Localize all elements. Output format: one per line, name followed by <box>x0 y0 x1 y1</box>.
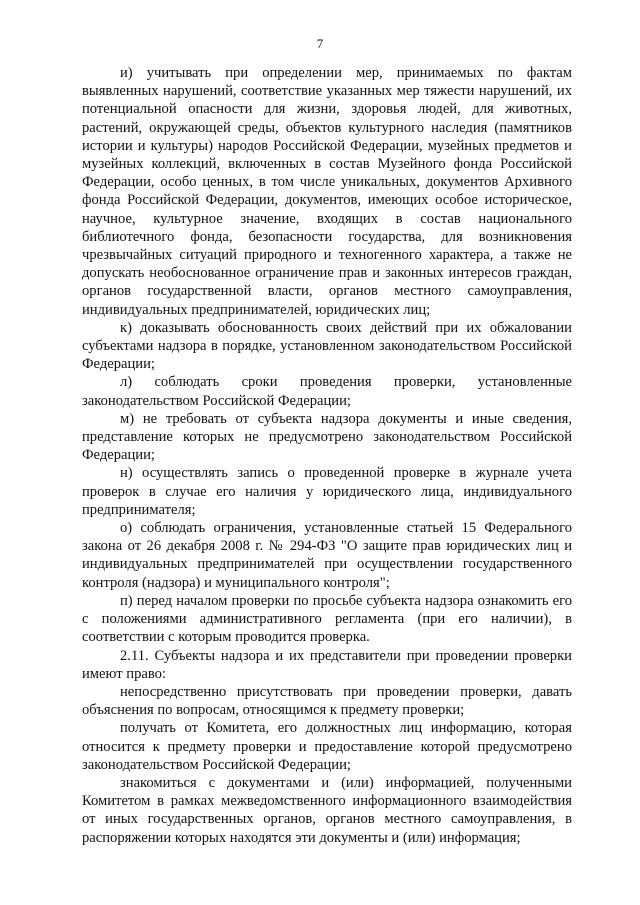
paragraph-item-m: м) не требовать от субъекта надзора документы и иные сведения, представление которых не предусмотрено законодательством Российской Федерации; <box>82 410 572 464</box>
paragraph-item-i: и) учитывать при определении мер, принимаемых по фактам выявленных нарушений, соответствие указанных мер тяжести нарушений, их потенциальной опасности для жизни, здоровья людей, для животных, растений, окружающей среды, объектов культурного наследия (памятников истории и культуры) народов Российской Федерации, музейных предметов и музейных коллекций, включенных в состав Музейного фонда Российской Федерации, особо ценных, в том числе уникальных, документов Архивного фонда Российской Федерации, документов, имеющих особое историческое, научное, культурное значение, входящих в состав национального библиотечного фонда, безопасности государства, для возникновения чрезвычайных ситуаций природного и техногенного характера, а также не допускать необоснованное ограничение прав и законных интересов граждан, органов государственной власти, органов местного самоуправления, индивидуальных предпринимателей, юридических лиц; <box>82 65 572 318</box>
paragraph-section-2-11: 2.11. Субъекты надзора и их представители при проведении проверки имеют право: <box>82 647 572 682</box>
paragraph-item-n: н) осуществлять запись о проведенной проверке в журнале учета проверок в случае его наличия у юридического лица, индивидуального предпринимателя; <box>82 465 572 518</box>
paragraph-right-presence: непосредственно присутствовать при проведении проверки, давать объяснения по вопросам, относящимся к предмету проверки; <box>82 683 572 719</box>
page-number: 7 <box>316 36 324 51</box>
paragraph-right-documents: знакомиться с документами и (или) информацией, полученными Комитетом в рамках межведомственного информационного взаимодействия от иных государственных органов, органов местного самоуправления, в распоряжении которых находятся эти документы и (или) информация; <box>82 774 572 846</box>
paragraph-item-p: п) перед началом проверки по просьбе субъекта надзора ознакомить его с положениями административного регламента (при его наличии), в соответствии с которым проводится проверка. <box>82 592 572 646</box>
paragraph-item-k: к) доказывать обоснованность своих действий при их обжаловании субъектами надзора в порядке, установленном законодательством Российской Федерации; <box>82 319 572 373</box>
paragraph-item-o: о) соблюдать ограничения, установленные статьей 15 Федерального закона от 26 декабря 2008 г. № 294-ФЗ "О защите прав юридических лиц и индивидуальных предпринимателей при осуществлении государственного контроля (надзора) и муниципального контроля"; <box>82 520 572 591</box>
paragraph-item-l: л) соблюдать сроки проведения проверки, установленные законодательством Российской Федерации; <box>82 374 572 409</box>
paragraph-right-information: получать от Комитета, его должностных лиц информацию, которая относится к предмету проверки и предоставление которой предусмотрено законодательством Российской Федерации; <box>82 720 572 773</box>
document-body <box>82 64 572 847</box>
